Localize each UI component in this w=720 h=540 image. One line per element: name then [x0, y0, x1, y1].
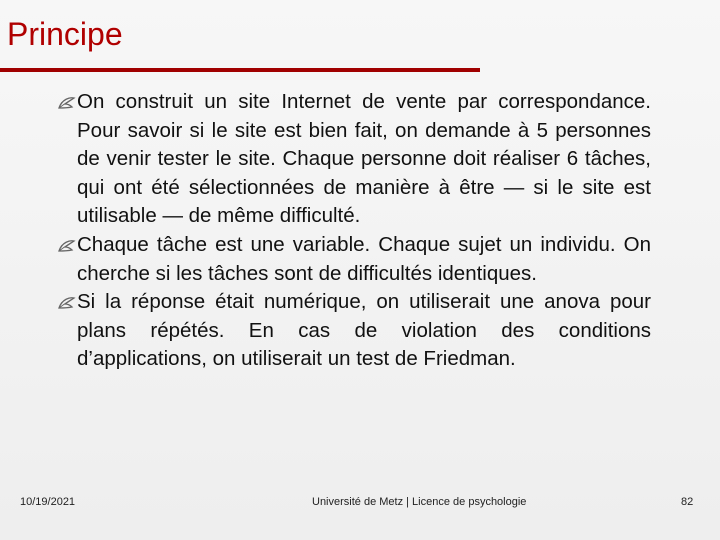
footer-course: Université de Metz | Licence de psychologie: [312, 496, 527, 508]
slide-title: Principe: [7, 16, 123, 52]
leaf-bullet-icon: [57, 239, 76, 253]
footer-date: 10/19/2021: [20, 496, 76, 508]
bullet-item-3: [57, 288, 651, 374]
bullet-text: Si la réponse était numérique, on utiliserait une anova pour plans répétés. En cas de violation des conditions d’applications, on utiliserait un test de Friedman.: [77, 290, 651, 371]
bullet-list: [57, 88, 651, 374]
leaf-bullet-icon: [57, 296, 76, 310]
bullet-text: Chaque tâche est une variable. Chaque sujet un individu. On cherche si les tâches sont de difficultés identiques.: [77, 232, 651, 285]
bullet-item-1: [57, 88, 651, 231]
bullet-text: On construit un site Internet de vente par correspondance. Pour savoir si le site est bien fait, on demande à 5 personnes de venir tester le site. Chaque personne doit réaliser 6 tâches, qui ont été sélectionnées de manière à être — si le site est utilisable — de même difficulté.: [77, 90, 651, 228]
leaf-bullet-icon: [57, 96, 76, 110]
title-underline: [0, 68, 480, 72]
footer-page-number: 82: [681, 496, 694, 508]
bullet-item-2: [57, 231, 651, 288]
